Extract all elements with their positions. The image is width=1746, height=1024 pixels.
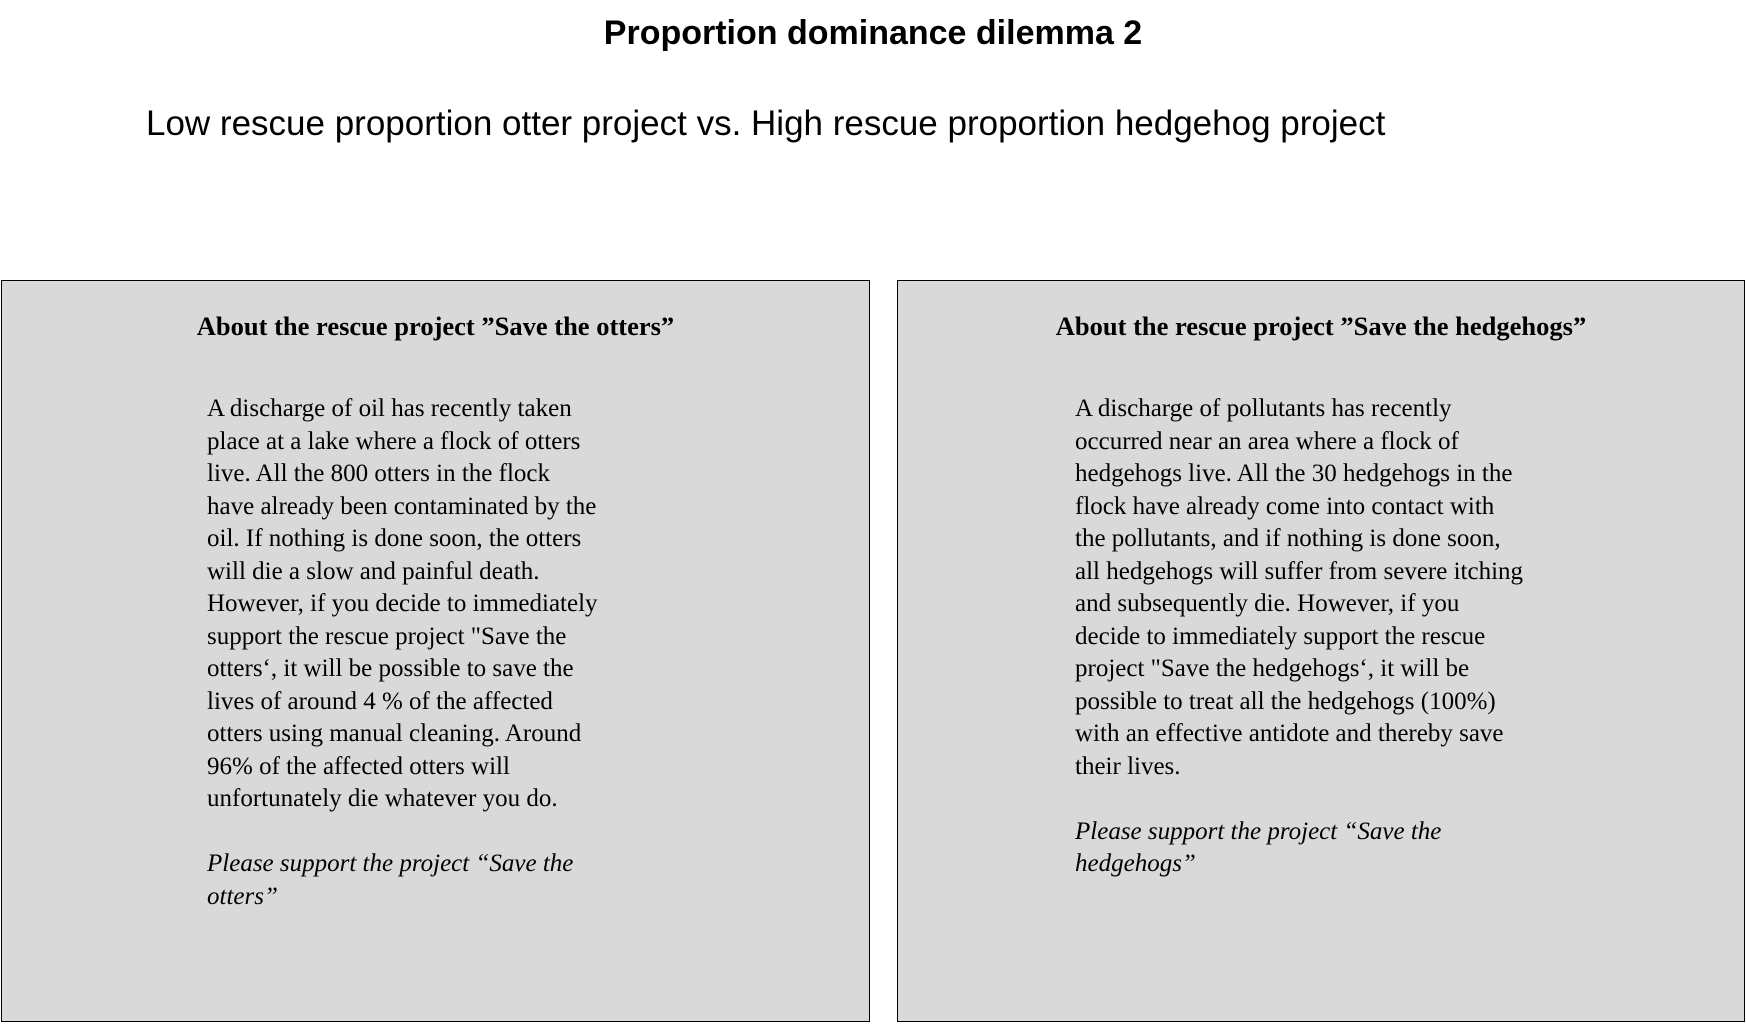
- text-line: occurred near an area where a flock of: [1075, 427, 1459, 455]
- text-line: unfortunately die whatever you do.: [207, 785, 558, 812]
- text-line: will die a slow and painful death.: [207, 557, 540, 585]
- text-line: otters‘, it will be possible to save the: [207, 655, 574, 682]
- hedgehog-project-plea: [1075, 816, 1575, 881]
- text-line: live. All the 800 otters in the flock: [207, 460, 550, 487]
- text-line: hedgehogs live. All the 30 hedgehogs in the: [1075, 460, 1513, 487]
- text-line: However, if you decide to immediately: [207, 590, 598, 617]
- plea-line: Please support the project “Save the: [207, 850, 574, 877]
- text-line: place at a lake where a flock of otters: [207, 427, 581, 455]
- page-title: Proportion dominance dilemma 2: [603, 14, 1143, 52]
- otter-project-heading: About the rescue project ”Save the otters”: [196, 311, 675, 341]
- page-subtitle: Low rescue proportion otter project vs. High rescue proportion hedgehog project: [146, 104, 1386, 143]
- text-line: otters using manual cleaning. Around: [207, 720, 582, 747]
- hedgehog-project-text: [1075, 393, 1575, 783]
- otter-project-plea: [207, 848, 667, 913]
- text-line: project "Save the hedgehogs‘, it will be: [1075, 655, 1470, 682]
- otter-project-description: [207, 393, 667, 913]
- hedgehog-project-panel: [897, 280, 1745, 1022]
- text-line: support the rescue project "Save the: [207, 622, 567, 650]
- text-line: all hedgehogs will suffer from severe itching: [1075, 557, 1524, 585]
- hedgehog-project-description: [1075, 393, 1575, 881]
- plea-line: otters”: [207, 882, 278, 910]
- text-line: with an effective antidote and thereby save: [1075, 720, 1504, 747]
- text-line: flock have already come into contact with: [1075, 492, 1495, 520]
- text-line: A discharge of pollutants has recently: [1075, 395, 1452, 422]
- text-line: and subsequently die. However, if you: [1075, 590, 1460, 617]
- text-line: have already been contaminated by the: [207, 492, 597, 520]
- text-line: decide to immediately support the rescue: [1075, 622, 1486, 650]
- text-line: lives of around 4 % of the affected: [207, 687, 553, 715]
- hedgehog-project-heading: About the rescue project ”Save the hedgehogs”: [1055, 311, 1587, 341]
- text-line: possible to treat all the hedgehogs (100%): [1075, 687, 1496, 715]
- otter-project-panel: [1, 280, 870, 1022]
- text-line: the pollutants, and if nothing is done soon,: [1075, 525, 1501, 552]
- text-line: oil. If nothing is done soon, the otters: [207, 525, 582, 552]
- plea-line: Please support the project “Save the: [1075, 817, 1442, 845]
- text-line: 96% of the affected otters will: [207, 752, 510, 780]
- otter-project-text: [207, 393, 667, 816]
- text-line: A discharge of oil has recently taken: [207, 395, 572, 422]
- plea-line: hedgehogs”: [1075, 850, 1196, 877]
- text-line: their lives.: [1075, 752, 1181, 780]
